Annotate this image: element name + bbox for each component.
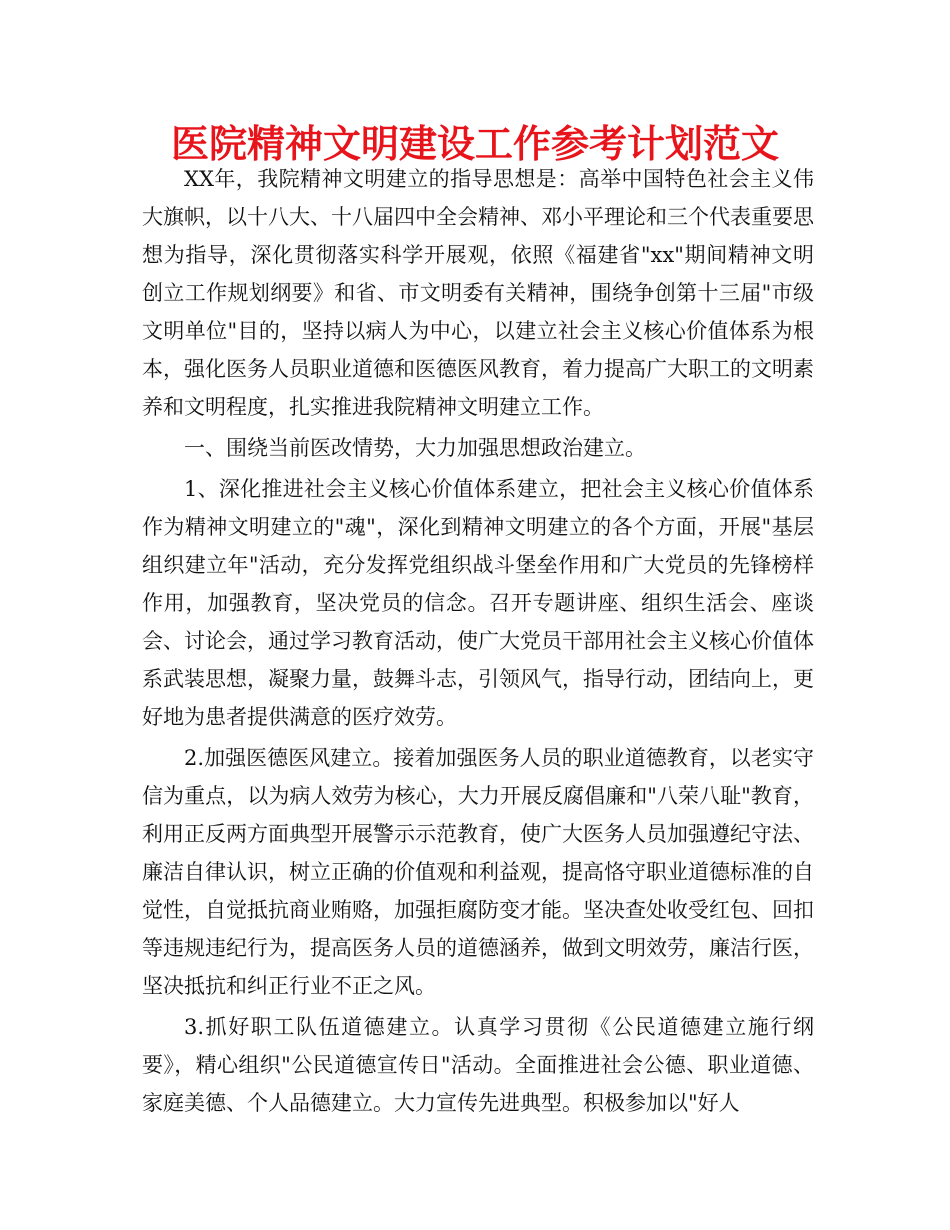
paragraph-item-3: 3.抓好职工队伍道德建立。认真学习贯彻《公民道德建立施行纲要》，精心组织"公民道德宣传日"活动。全面推进社会公德、职业道德、家庭美德、个人品德建立。大力宣传先进典型。积极参加以"好人 xyxy=(142,1015,814,1115)
paragraph-intro: XX年，我院精神文明建立的指导思想是：高举中国特色社会主义伟大旗帜，以十八大、十八届四中全会精神、邓小平理论和三个代表重要思想为指导，深化贯彻落实科学开展观，依照《福建省"xx"期间精神文明创立工作规划纲要》和省、市文明委有关精神，围绕争创第十三届"市级文明单位"目的，坚持以病人为中心，以建立社会主义核心价值体系为根本，强化医务人员职业道德和医德医风教育，着力提高广大职工的文明素养和文明程度，扎实推进我院精神文明建立工作。 xyxy=(142,167,814,419)
section-heading-1: 一、围绕当前医改情势，大力加强思想政治建立。 xyxy=(184,436,646,460)
paragraph-item-1: 1、深化推进社会主义核心价值体系建立，把社会主义核心价值体系作为精神文明建立的"魂"，深化到精神文明建立的各个方面，开展"基层组织建立年"活动，充分发挥党组织战斗堡垒作用和广大党员的先锋榜样作用，加强教育，坚决党员的信念。召开专题讲座、组织生活会、座谈会、讨论会，通过学习教育活动，使广大党员干部用社会主义核心价值体系武装思想，凝聚力量，鼓舞斗志，引领风气，指导行动，团结向上，更好地为患者提供满意的医疗效劳。 xyxy=(142,477,814,729)
document-title: 医院精神文明建设工作参考计划范文 xyxy=(170,122,779,166)
document-body xyxy=(142,160,814,1122)
paragraph-item-2: 2.加强医德医风建立。接着加强医务人员的职业道德教育，以老实守信为重点，以为病人效劳为核心，大力开展反腐倡廉和"八荣八耻"教育，利用正反两方面典型开展警示示范教育，使广大医务人员加强遵纪守法、廉洁自律认识，树立正确的价值观和利益观，提高恪守职业道德标准的自觉性，自觉抵抗商业贿赂，加强拒腐防变才能。坚决查处收受红包、回扣等违规违纪行为，提高医务人员的道德涵养，做到文明效劳，廉洁行医，坚决抵抗和纠正行业不正之风。 xyxy=(142,746,814,998)
